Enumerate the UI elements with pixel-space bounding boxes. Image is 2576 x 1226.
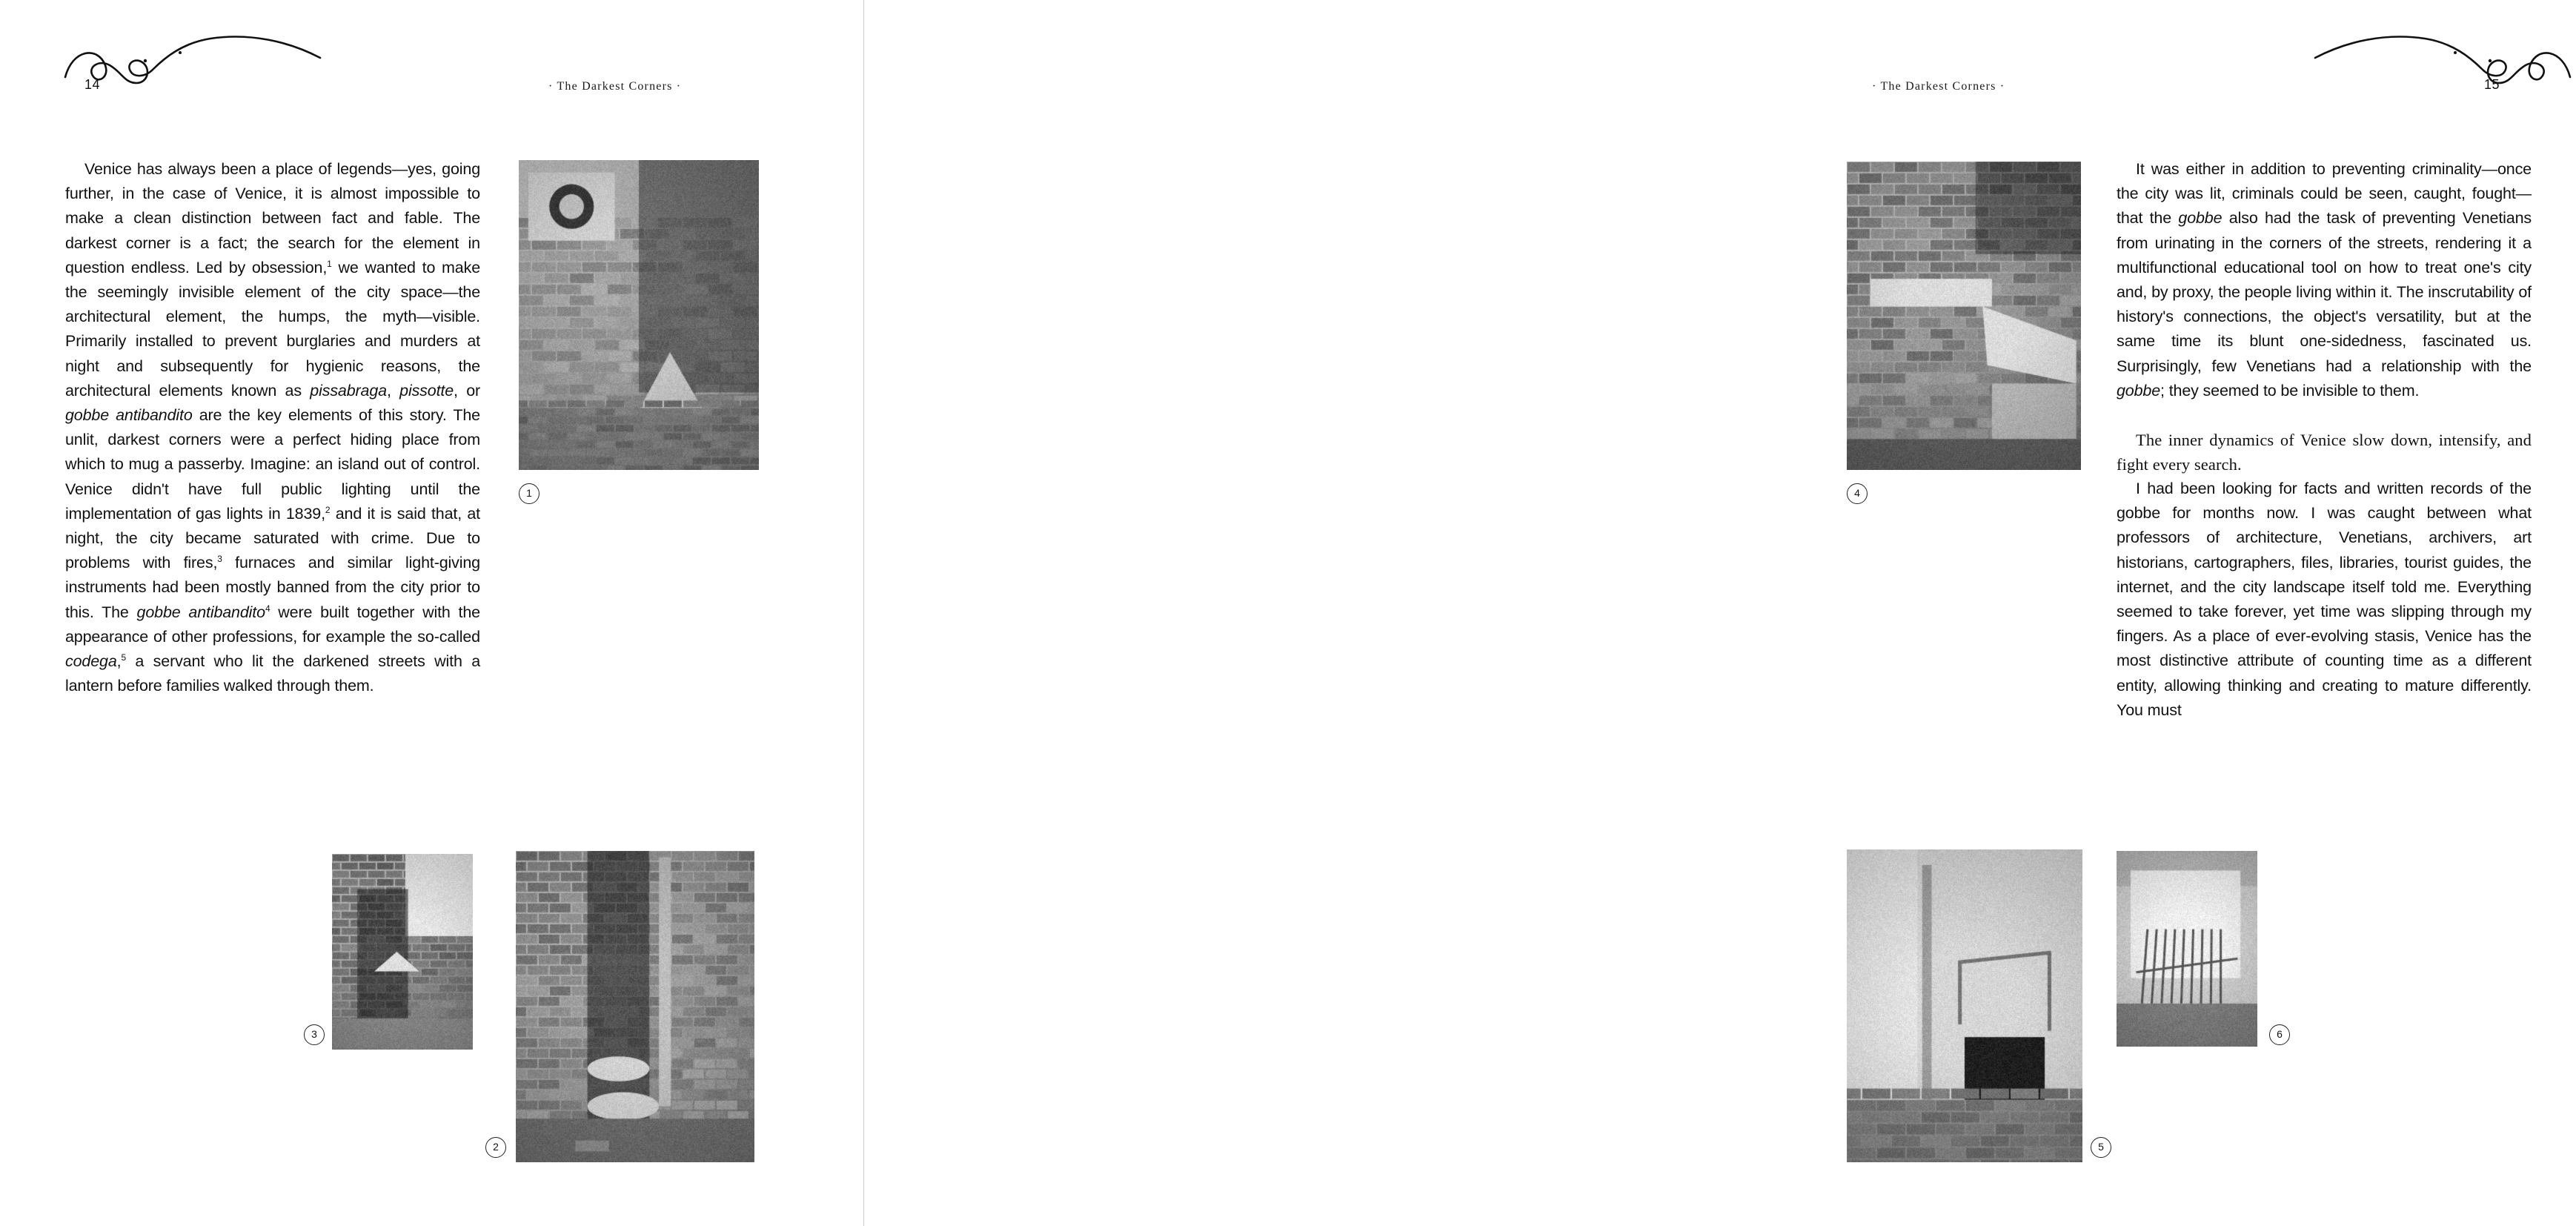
right-body-text (2117, 157, 2532, 723)
right-page (864, 0, 2532, 1226)
figure-number-5: 5 (2091, 1137, 2111, 1158)
paragraph: It was either in addition to preventing criminality—once the city was lit, criminals could be seen, caught, fought—that the gobbe also had the task of preventing Venetians from urinating in the corners of the streets, rendering it a multifunctional educational tool on how to treat one's city and, by proxy, the people living within it. The inscrutability of history's connections, the object's versatility, but at the same time its blunt one-sidedness, fascinated us. Surprisingly, few Venetians had a relationship with the gobbe; they seemed to be invisible to them. (2117, 160, 2532, 400)
figure-number-2: 2 (485, 1137, 506, 1158)
figure-number-6: 6 (2269, 1024, 2290, 1045)
page-number-left: 14 (84, 77, 101, 92)
ornament-flourish-icon (2294, 19, 2576, 101)
ornament-flourish-icon (59, 19, 341, 101)
figure-number-1: 1 (519, 483, 540, 504)
paragraph: I had been looking for facts and written records of the gobbe for months now. I was caught between what professors of architecture, Venetians, archivers, art historians, cartographers, files, libraries, tourist guides, the internet, and the city landscape itself told me. Everything seemed to take forever, yet time was slipping through my fingers. As a place of ever-evolving stasis, Venice has the most distinctive attribute of counting time as a different entity, allowing thinking and creating to mature differently. You must (2117, 480, 2532, 719)
figure-image-2 (516, 851, 754, 1162)
figure-number-4: 4 (1847, 483, 1868, 504)
paragraph: Venice has always been a place of legends—yes, going further, in the case of Venice, it is almost impossible to make a clean distinction between fact and fable. The darkest corner is a fact; the search for the element in question endless. Led by obsession,$^1$ we wanted to make the seemingly invisible element of the city space—the architectural element, the humps, the myth—visible. Primarily installed to prevent burglaries and murders at night and subsequently for hygienic reasons, the architectural elements known as pissabraga, pissotte, or gobbe antibandito are the key elements of this story. The unlit, darkest corners were a perfect hiding place from which to mug a passerby. Imagine: an island out of control. Venice didn't have full public lighting until the implementation of gas lights in 1839,$^2$ and it is said that, at night, the city became saturated with crime. Due to problems with fires,$^3$ furnaces and similar light-giving instruments had been mostly banned from the city prior to this. The gobbe antibandito$^4$ were built together with the appearance of other professions, for example the so-called codega,$^5$ a servant who lit the darkened streets with a lantern before families walked through them. (65, 160, 481, 695)
figure-image-5 (1847, 849, 2082, 1162)
running-head-right: · The Darkest Corners · (1872, 80, 2005, 93)
left-page (0, 0, 863, 1226)
figure-image-6 (2117, 851, 2257, 1047)
page-number-right: 15 (2484, 77, 2500, 92)
figure-image-3 (332, 854, 473, 1050)
running-head-left: · The Darkest Corners · (548, 80, 682, 93)
figure-number-3: 3 (304, 1024, 325, 1045)
figure-image-1 (519, 160, 759, 470)
left-body-text (65, 157, 480, 698)
figure-image-4 (1847, 162, 2081, 470)
pull-quote: The inner dynamics of Venice slow down, intensify, and fight every search. (2117, 431, 2532, 474)
